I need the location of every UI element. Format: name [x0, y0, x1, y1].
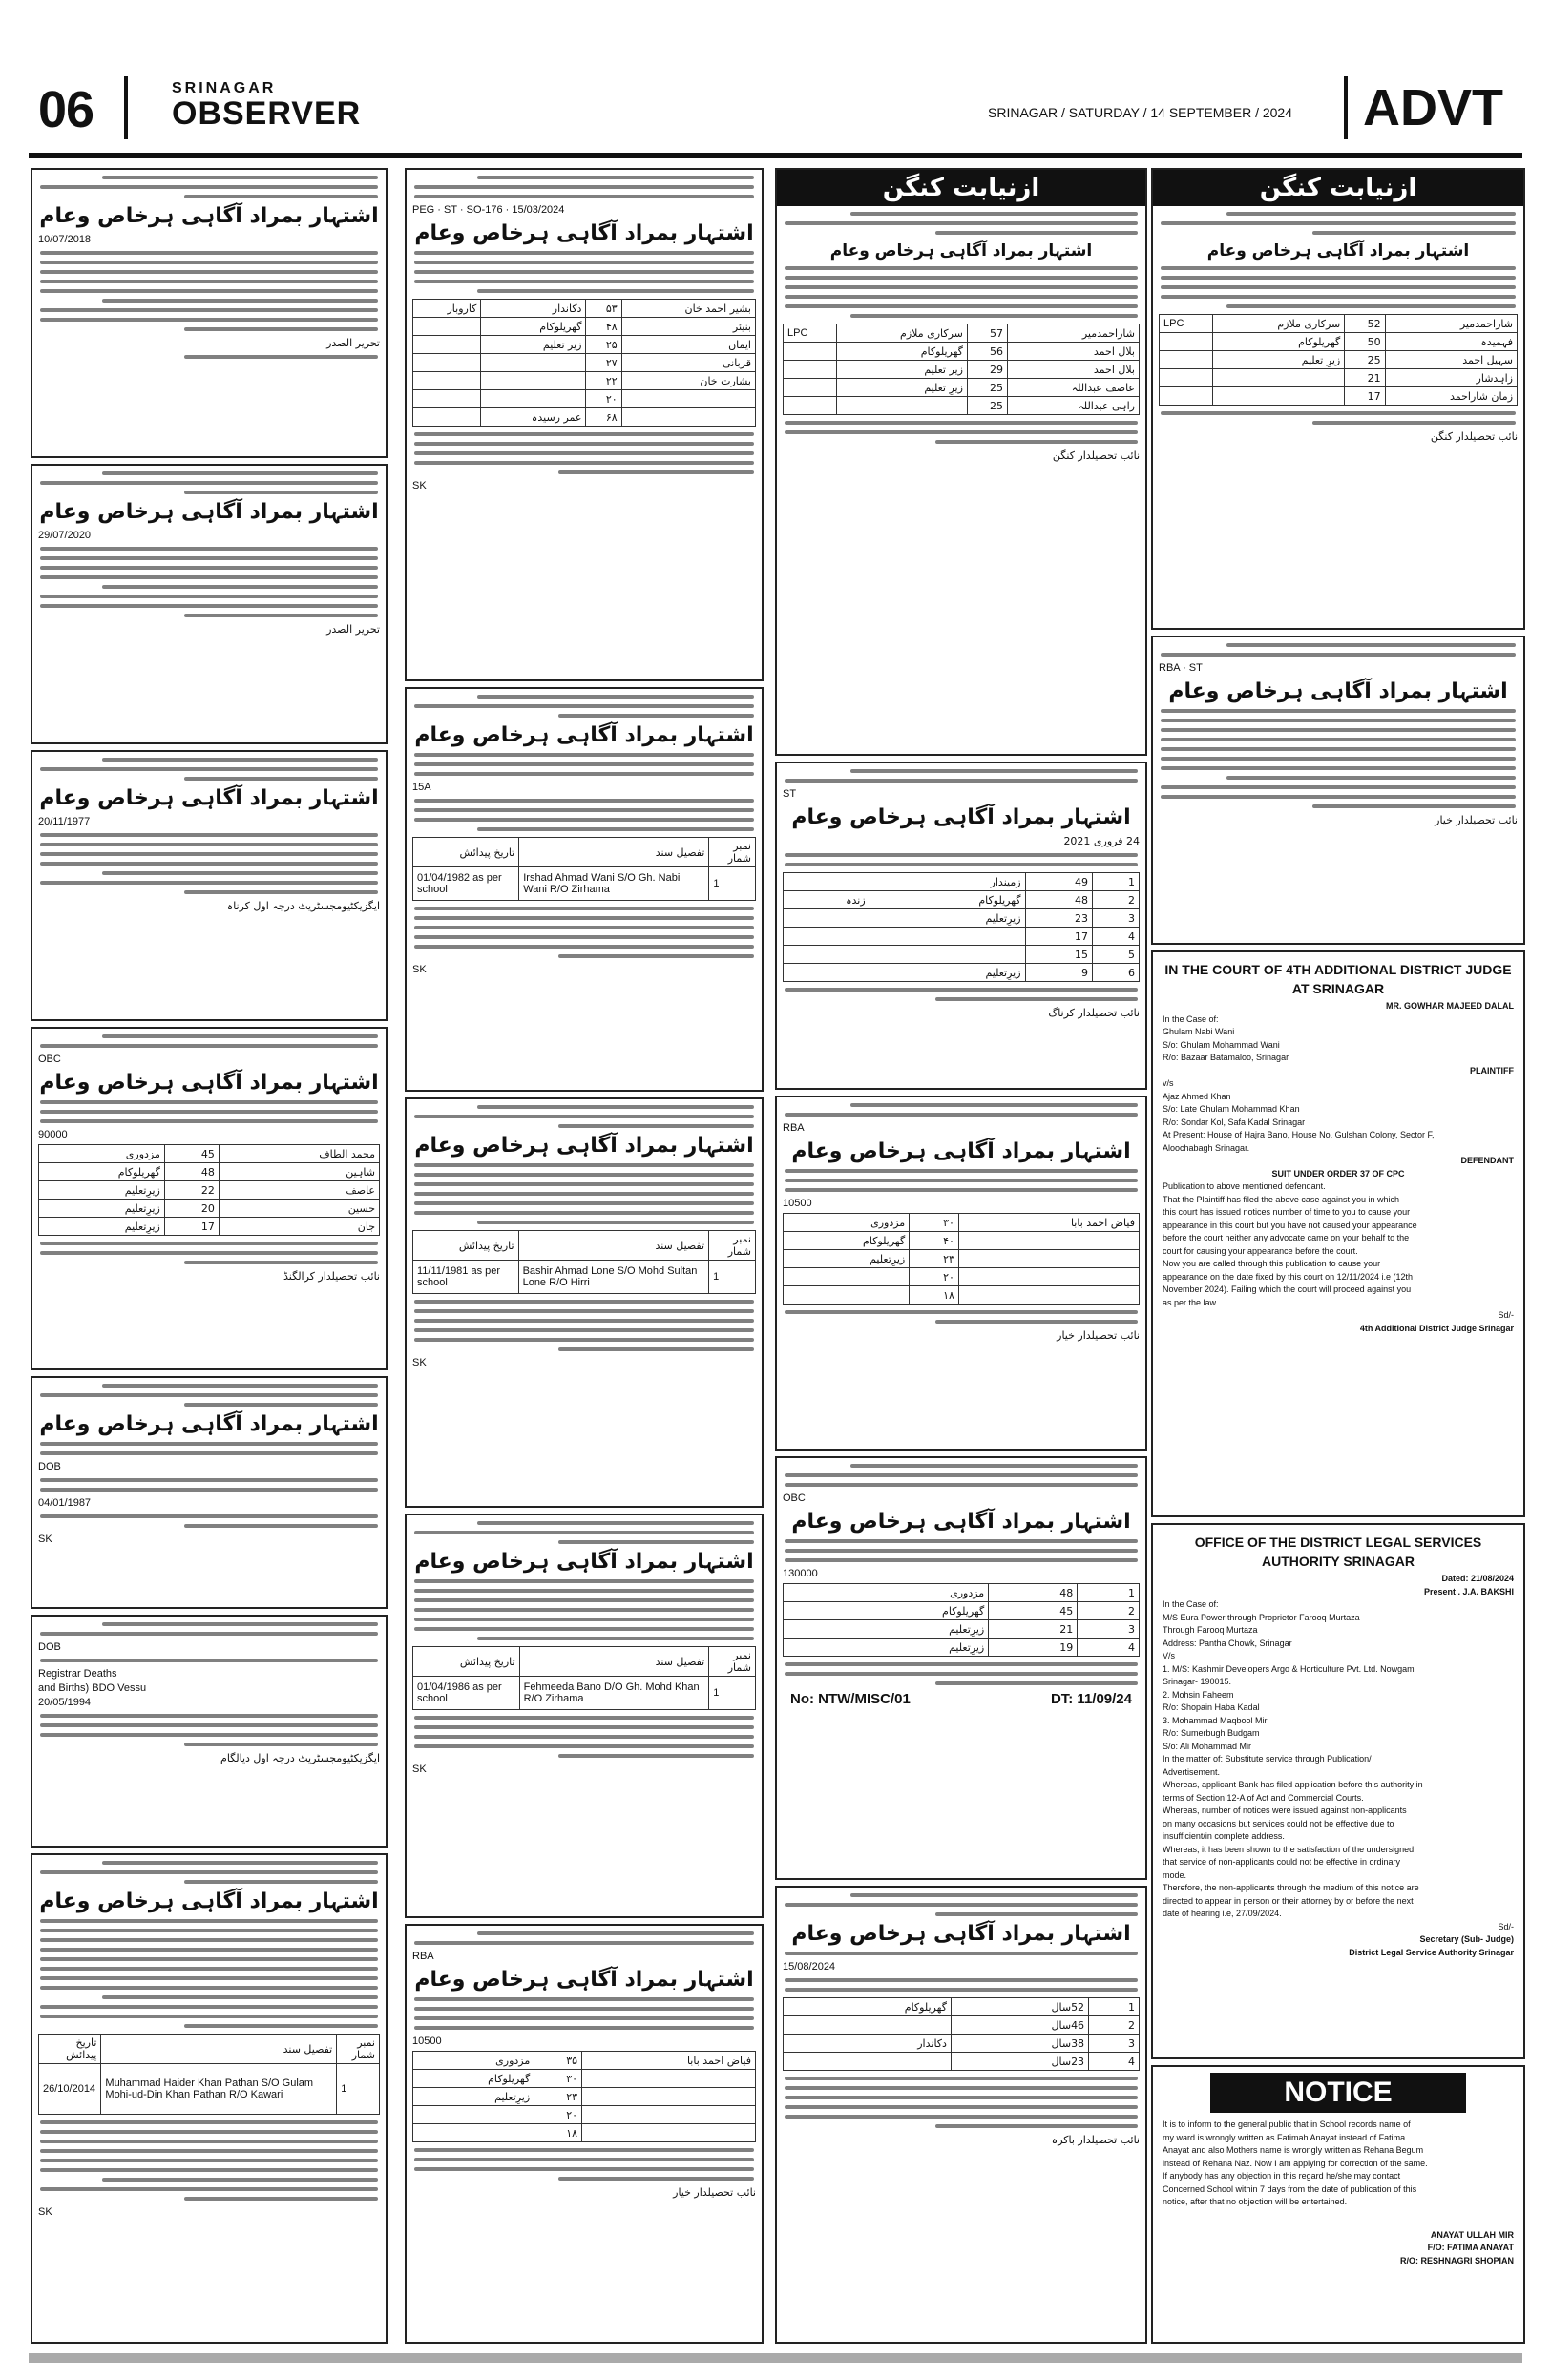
- table-row: ۶۸ عمر رسیدہ: [413, 408, 756, 427]
- ad-subject: اشتہار بمراد آگاہی ہرخاص وعام: [39, 204, 379, 228]
- ad-tag: DOB: [38, 1641, 61, 1653]
- table-row: ۲۳ زیرِتعلیم: [413, 2088, 756, 2106]
- ad-tag: ST: [783, 788, 797, 800]
- ad-footer: SK: [412, 1357, 427, 1368]
- ad-box: [775, 762, 1147, 1090]
- dlsa-line: mode.: [1163, 1869, 1187, 1880]
- ad-box: [31, 1615, 388, 1848]
- ad-tag: OBC: [38, 1054, 61, 1065]
- table-row: عاصف عبداللہ 25 زیرِ تعلیم: [784, 379, 1140, 397]
- ad-date: 04/01/1987: [38, 1497, 92, 1509]
- court-line: R/o: Sondar Kol, Safa Kadal Srinagar: [1163, 1117, 1306, 1127]
- table-row: ۲۰: [413, 390, 756, 408]
- table-row: ۱۸: [413, 2124, 756, 2142]
- family-table: [38, 1144, 380, 1236]
- table-row: بشیر احمد خان ۵۳ دکاندار کاروبار: [413, 300, 756, 318]
- family-table: [783, 1583, 1140, 1657]
- table-row: زمان شاراحمد 17: [1160, 387, 1518, 406]
- dlsa-line: 1. M/S: Kashmir Developers Argo & Horticulture Pvt. Ltd. Nowgam: [1163, 1663, 1415, 1674]
- family-table: [412, 299, 756, 427]
- dlsa-line: Whereas, number of notices were issued against non-applicants: [1163, 1806, 1407, 1815]
- table-row: 3 23 زیرِتعلیم: [784, 909, 1140, 928]
- ad-date: 24 فروری 2021: [1063, 835, 1140, 847]
- ad-footer: نائب تحصیلدار خیار: [673, 2186, 756, 2199]
- court-body: Now you are called through this publication to cause your: [1163, 1259, 1381, 1268]
- table-row: 4 17: [784, 928, 1140, 946]
- certificate-table: [412, 837, 756, 901]
- table-row: شاراحمدمیر 57 سرکاری ملازم LPC: [784, 324, 1140, 343]
- ad-tag: OBC: [783, 1493, 806, 1504]
- divider: [124, 76, 128, 139]
- date-line: SRINAGAR / SATURDAY / 14 SEPTEMBER / 2024: [988, 105, 1292, 120]
- ad-footer: ایگزیکٹیومجسٹریٹ درجہ اول کرناہ: [226, 900, 380, 912]
- dlsa-line: Whereas, applicant Bank has filed application before this authority in: [1163, 1780, 1423, 1789]
- table-header: تاریخ پیدائش تفصیل سند نمبر شمار: [413, 838, 756, 867]
- notice-title: NOTICE: [1210, 2073, 1466, 2113]
- family-table: [1159, 314, 1518, 406]
- dlsa-line: M/S Eura Power through Proprietor Farooq Murtaza: [1163, 1612, 1360, 1622]
- ad-date: 15/03/2024: [512, 204, 565, 216]
- court-line: S/o: Ghulam Mohammad Wani: [1163, 1039, 1280, 1050]
- court-line: R/o: Bazaar Batamaloo, Srinagar: [1163, 1053, 1289, 1062]
- ad-amount: 130000: [783, 1568, 818, 1579]
- ad-subject: اشتہار بمراد آگاہی ہرخاص وعام: [39, 786, 379, 810]
- court-line: At Present: House of Hajra Bano, House No. Gulshan Colony, Sector F,: [1163, 1130, 1435, 1139]
- ad-tag: ST: [444, 204, 457, 216]
- ad-footer: SK: [38, 1534, 52, 1545]
- dlsa-line: terms of Section 12-A of Act and Commercial Courts.: [1163, 1792, 1364, 1803]
- ad-subject: اشتہار بمراد آگاہی ہرخاص وعام: [414, 1134, 754, 1158]
- ad-box: [1151, 168, 1525, 630]
- family-table: [783, 872, 1140, 982]
- vs-label: v/s: [1163, 1078, 1174, 1088]
- family-table: [783, 1997, 1140, 2071]
- signatory: Secretary (Sub- Judge): [1419, 1934, 1514, 1944]
- table-row: بشارت خان ۲۲: [413, 372, 756, 390]
- dlsa-line: Srinagar- 190015.: [1163, 1677, 1232, 1686]
- ad-title: ازنیابت کنگن: [777, 170, 1145, 206]
- ad-footer: نائب تحصیلدار کرالگنڈ: [283, 1270, 380, 1283]
- dlsa-line: 3. Mohammad Maqbool Mir: [1163, 1715, 1268, 1725]
- table-row: 2 48 گھریلوکام زندہ: [784, 891, 1140, 909]
- ad-date-code: 15A: [412, 782, 431, 793]
- dlsa-line: 2. Mohsin Faheem: [1163, 1689, 1234, 1700]
- ad-box: [405, 687, 764, 1092]
- ad-box: [775, 1456, 1147, 1880]
- table-row: بنیئر ۴۸ گھریلوکام: [413, 318, 756, 336]
- dlsa-dated: Dated: 21/08/2024: [1441, 1574, 1514, 1583]
- signature-mark: Sd/-: [1498, 1921, 1514, 1931]
- page-number: 06: [38, 81, 94, 138]
- ad-footer: نائب تحصیلدار کنگن: [1052, 449, 1140, 462]
- section-title: ADVT: [1363, 79, 1503, 136]
- ad-footer: تحریر الصدر: [326, 623, 380, 636]
- ad-subject: اشتہار بمراد آگاہی ہرخاص وعام: [1206, 241, 1470, 261]
- dlsa-line: R/o: Sumerbugh Budgam: [1163, 1728, 1260, 1738]
- ad-footer: SK: [412, 480, 427, 491]
- table-row: فیاض احمد بابا ۳۰ مزدوری: [784, 1214, 1140, 1232]
- signatory: F/O: FATIMA ANAYAT: [1427, 2243, 1514, 2252]
- ad-box: [31, 168, 388, 458]
- brand-top: SRINAGAR: [172, 80, 277, 96]
- table-row: جان 17 زیرِتعلیم: [39, 1218, 380, 1236]
- table-row: فیاض احمد بابا ۳۵ مزدوری: [413, 2052, 756, 2070]
- dlsa-line: directed to appear in person or their attorney by or before the next: [1163, 1895, 1414, 1906]
- notice-line: It is to inform to the general public that in School records name of: [1163, 2119, 1411, 2129]
- table-row: زاہدشار 21: [1160, 369, 1518, 387]
- ad-subject: اشتہار بمراد آگاہی ہرخاص وعام: [414, 1550, 754, 1574]
- table-header: تاریخ پیدائش تفصیل سند نمبر شمار: [413, 1647, 756, 1677]
- ad-footer: نائب تحصیلدار کرناگ: [1048, 1007, 1140, 1019]
- ad-tag: RBA: [783, 1122, 805, 1134]
- ad-tag: DOB: [38, 1461, 61, 1472]
- ad-subject: اشتہار بمراد آگاہی ہرخاص وعام: [39, 1889, 379, 1913]
- ad-footer: نائب تحصیلدار کنگن: [1430, 430, 1518, 443]
- ad-subject: اشتہار بمراد آگاہی ہرخاص وعام: [791, 1922, 1131, 1946]
- table-row: عاصف 22 زیرِتعلیم: [39, 1181, 380, 1200]
- notice-line: Concerned School within 7 days from the date of publication of this: [1163, 2183, 1417, 2194]
- dlsa-title: OFFICE OF THE DISTRICT LEGAL SERVICES AUTHORITY SRINAGAR: [1194, 1534, 1482, 1569]
- ad-box: [31, 1376, 388, 1609]
- ad-subject: اشتہار بمراد آگاہی ہرخاص وعام: [414, 723, 754, 747]
- dlsa-line: that service of non-applicants could not be effective in ordinary: [1163, 1857, 1400, 1867]
- table-row: 5 15: [784, 946, 1140, 964]
- table-row: ۲۳ زیرِتعلیم: [784, 1250, 1140, 1268]
- ad-footer: ایگزیکٹیومجسٹریٹ درجہ اول دیالگام: [220, 1752, 380, 1764]
- ad-amount: 10500: [783, 1198, 812, 1209]
- ad-date: 29/07/2020: [38, 530, 92, 541]
- ad-tag: RBA: [412, 1951, 434, 1962]
- table-row: فہمیدہ 50 گھریلوکام: [1160, 333, 1518, 351]
- table-row: 01/04/1982 as per school Irshad Ahmad Wani S/O Gh. Nabi Wani R/O Zirhama 1: [413, 867, 756, 901]
- dlsa-line: insufficient/in complete address.: [1163, 1831, 1285, 1841]
- signatory: R/O: RESHNAGRI SHOPIAN: [1399, 2255, 1514, 2265]
- ad-footer: نائب تحصیلدار خیار: [1057, 1329, 1140, 1342]
- table-row: ۳۰ گھریلوکام: [413, 2070, 756, 2088]
- public-notice: [1151, 2065, 1525, 2344]
- ad-ref: No: NTW/MISC/01: [790, 1691, 911, 1707]
- divider: [1344, 76, 1348, 139]
- plaintiff-label: PLAINTIFF: [1470, 1065, 1514, 1075]
- dlsa-line: Through Farooq Murtaza: [1163, 1625, 1258, 1635]
- ad-footer: نائب تحصیلدار خیار: [1435, 814, 1518, 826]
- table-row: ۲۰: [784, 1268, 1140, 1286]
- family-table: [783, 1213, 1140, 1305]
- ad-amount: 90000: [38, 1129, 68, 1140]
- dlsa-line: V/s: [1163, 1651, 1176, 1660]
- court-line: In the Case of:: [1163, 1013, 1219, 1024]
- signature-mark: Sd/-: [1498, 1310, 1514, 1320]
- dlsa-line: date of hearing i.e, 27/09/2024.: [1163, 1909, 1282, 1918]
- ad-footer: تحریر الصدر: [326, 337, 380, 349]
- court-body: court for causing your appearance before the court.: [1163, 1245, 1358, 1256]
- ad-box: [405, 1097, 764, 1508]
- table-row: 6 9 زیرِتعلیم: [784, 964, 1140, 982]
- table-row: راہی عبداللہ 25: [784, 397, 1140, 415]
- court-body: That the Plaintiff has filed the above case against you in which: [1163, 1194, 1399, 1204]
- table-row: سہیل احمد 25 زیرِ تعلیم: [1160, 351, 1518, 369]
- notice-line: If anybody has any objection in this regard he/she may contact: [1163, 2171, 1401, 2181]
- table-row: محمد الطاف 45 مزدوری: [39, 1145, 380, 1163]
- table-row: ۱۸: [784, 1286, 1140, 1305]
- ad-footer: SK: [38, 2206, 52, 2218]
- ad-box: [405, 1924, 764, 2344]
- dlsa-line: Whereas, it has been shown to the satisfaction of the undersigned: [1163, 1844, 1415, 1854]
- masthead: [29, 69, 1522, 145]
- suit-label: SUIT UNDER ORDER 37 OF CPC: [1271, 1168, 1405, 1179]
- ad-box: [775, 168, 1147, 756]
- family-table: [783, 324, 1140, 415]
- table-row: 1 49 زمیندار: [784, 873, 1140, 891]
- table-row: ایمان ۲۵ زیر تعلیم: [413, 336, 756, 354]
- notice-line: my ward is wrongly written as Fatimah Anayat instead of Fatima: [1163, 2132, 1406, 2142]
- dlsa-present: Present . J.A. BAKSHI: [1423, 1586, 1514, 1597]
- court-body: Publication to above mentioned defendant.: [1163, 1181, 1326, 1191]
- court-body: November 2024). Failing which the court will proceed against you: [1163, 1284, 1412, 1294]
- certificate-table: [412, 1230, 756, 1294]
- ad-box: [31, 1853, 388, 2344]
- ad-box: [405, 1514, 764, 1918]
- defendant-label: DEFENDANT: [1460, 1156, 1514, 1165]
- court-body: this court has issued notices number of time to you to cause your: [1163, 1207, 1411, 1217]
- table-row: 3 38سال دکاندار: [784, 2035, 1140, 2053]
- certificate-table: [412, 1646, 756, 1710]
- court-line: Aloochabagh Srinagar.: [1163, 1142, 1250, 1153]
- dlsa-line: R/o: Shopain Haba Kadal: [1163, 1702, 1260, 1712]
- ad-subject: اشتہار بمراد آگاہی ہرخاص وعام: [39, 500, 379, 524]
- ad-box: [31, 464, 388, 744]
- table-row: 4 23سال: [784, 2053, 1140, 2071]
- ad-subject: اشتہار بمراد آگاہی ہرخاص وعام: [791, 1139, 1131, 1163]
- table-row: 1 48 مزدوری: [784, 1584, 1140, 1602]
- ad-box: RBA · ST اشتہار بمراد آگاہی ہرخاص وعام نائب تحصیلدار خیار: [1151, 636, 1525, 945]
- ad-subject: اشتہار بمراد آگاہی ہرخاص وعام: [791, 1510, 1131, 1534]
- ad-subject: اشتہار بمراد آگاہی ہرخاص وعام: [39, 1412, 379, 1436]
- ad-date: 20/11/1977: [38, 816, 91, 827]
- table-header: تاریخ پیدائش تفصیل سند نمبر شمار: [413, 1231, 756, 1261]
- ad-box: [31, 1027, 388, 1370]
- signatory: ANAYAT ULLAH MIR: [1430, 2229, 1514, 2240]
- certificate-table: [38, 2034, 380, 2115]
- ad-date: 15/08/2024: [783, 1961, 836, 1973]
- ad-footer: SK: [412, 964, 427, 975]
- table-row: شاہین 48 گھریلوکام: [39, 1163, 380, 1181]
- table-row: بلال احمد 29 زیر تعلیم: [784, 361, 1140, 379]
- judge-name: MR. GOWHAR MAJEED DALAL: [1386, 1001, 1514, 1011]
- dlsa-line: on many occasions but services could not be effective due to: [1163, 1818, 1394, 1828]
- dlsa-line: Address: Pantha Chowk, Srinagar: [1163, 1638, 1292, 1648]
- ad-box: [775, 1096, 1147, 1451]
- table-row: ۴۰ گھریلوکام: [784, 1232, 1140, 1250]
- ad-tag: and Births) BDO Vessu: [38, 1682, 147, 1694]
- ad-footer: نائب تحصیلدار باکرہ: [1051, 2134, 1140, 2146]
- table-row: بلال احمد 56 گھریلوکام: [784, 343, 1140, 361]
- ad-subject: اشتہار بمراد آگاہی ہرخاص وعام: [414, 1968, 754, 1992]
- ad-subject: اشتہار بمراد آگاہی ہرخاص وعام: [414, 221, 754, 245]
- table-row: حسین 20 زیرِتعلیم: [39, 1200, 380, 1218]
- court-line: Ghulam Nabi Wani: [1163, 1027, 1235, 1036]
- ad-subject: اشتہار بمراد آگاہی ہرخاص وعام: [1168, 679, 1508, 703]
- court-notice: [1151, 950, 1525, 1517]
- notice-line: notice, after that no objection will be entertained.: [1163, 2197, 1348, 2206]
- ad-subject: اشتہار بمراد آگاہی ہرخاص وعام: [39, 1071, 379, 1095]
- table-row: 2 46سال: [784, 2016, 1140, 2035]
- table-row: شاراحمدمیر 52 سرکاری ملازم LPC: [1160, 315, 1518, 333]
- brand-logo: OBSERVER: [172, 95, 362, 132]
- ad-date: DT: 11/09/24: [1050, 1691, 1132, 1707]
- ad-box: PEG · ST · SO-176 · 15/03/2024 اشتہار بمراد آگاہی ہرخاص وعام بشیر احمد خان ۵۳ دکاندار کاروبار بنیئر ۴۸ گھریلوکام ایمان ۲۵ زیر تعلیم قربانی ۲۷ بشارت خان ۲۲ ۲۰ ۶۸ عمر رسیدہ SK: [405, 168, 764, 681]
- ad-date: 10/07/2018: [38, 234, 92, 245]
- table-header: تاریخ پیدائش تفصیل سند نمبر شمار: [39, 2035, 380, 2064]
- signatory: District Legal Service Authority Srinagar: [1349, 1947, 1514, 1957]
- ad-title: ازنیابت کنگن: [1153, 170, 1523, 206]
- ad-subject: اشتہار بمراد آگاہی ہرخاص وعام: [829, 241, 1093, 261]
- table-row: 26/10/2014 Muhammad Haider Khan Pathan S/O Gulam Mohi-ud-Din Khan Pathan R/O Kawari 1: [39, 2064, 380, 2115]
- table-row: 3 21 زیرِتعلیم: [784, 1620, 1140, 1639]
- ad-tag: ST: [1188, 662, 1203, 674]
- table-row: قربانی ۲۷: [413, 354, 756, 372]
- signatory: 4th Additional District Judge Srinagar: [1359, 1323, 1514, 1333]
- table-row: ۲۰: [413, 2106, 756, 2124]
- court-line: Ajaz Ahmed Khan: [1163, 1091, 1231, 1101]
- ad-box: [31, 750, 388, 1021]
- header-rule: [29, 153, 1522, 158]
- ad-ref: SO-176: [466, 204, 503, 216]
- court-body: appearance on the date fixed by this court on 12/11/2024 i.e (12th: [1163, 1271, 1414, 1282]
- ad-footer: SK: [412, 1764, 427, 1775]
- table-row: 2 45 گھریلوکام: [784, 1602, 1140, 1620]
- ad-box: [775, 1886, 1147, 2344]
- table-row: 11/11/1981 as per school Bashir Ahmad Lone S/O Mohd Sultan Lone R/O Hirri 1: [413, 1261, 756, 1294]
- dlsa-line: In the matter of: Substitute service through Publication/: [1163, 1754, 1372, 1764]
- table-row: 4 19 زیرِتعلیم: [784, 1639, 1140, 1657]
- dlsa-line: In the Case of:: [1163, 1599, 1219, 1609]
- court-line: S/o: Late Ghulam Mohammad Khan: [1163, 1104, 1300, 1114]
- ad-date: 20/05/1994: [38, 1697, 92, 1708]
- legal-services-notice: [1151, 1523, 1525, 2059]
- court-body: as per the law.: [1163, 1297, 1219, 1307]
- dlsa-line: S/o: Ali Mohammad Mir: [1163, 1741, 1252, 1751]
- notice-line: Anayat and also Mothers name is wrongly written as Rehana Begum: [1163, 2145, 1424, 2155]
- footer-rule: [29, 2353, 1522, 2363]
- dlsa-line: Therefore, the non-applicants through the medium of this notice are: [1163, 1883, 1419, 1892]
- table-row: 1 52سال گھریلوکام: [784, 1998, 1140, 2016]
- ad-subject: اشتہار بمراد آگاہی ہرخاص وعام: [791, 805, 1131, 829]
- court-body: before the court neither any advocate came on your behalf to the: [1163, 1233, 1410, 1242]
- ad-tag: Registrar Deaths: [38, 1668, 117, 1680]
- notice-line: instead of Rehana Naz. Now I am applying for correction of the same.: [1163, 2158, 1428, 2168]
- court-body: appearance in this court but you have not caused your appearance: [1163, 1220, 1417, 1230]
- dlsa-line: Advertisement.: [1163, 1766, 1221, 1777]
- table-row: 01/04/1986 as per school Fehmeeda Bano D/O Gh. Mohd Khan R/O Zirhama 1: [413, 1677, 756, 1710]
- ad-amount: 10500: [412, 2036, 442, 2047]
- ad-tag: RBA: [1159, 662, 1181, 674]
- court-title: IN THE COURT OF 4TH ADDITIONAL DISTRICT JUDGE AT SRINAGAR: [1164, 962, 1512, 996]
- ad-tag: PEG: [412, 204, 435, 216]
- family-table: [412, 2051, 756, 2142]
